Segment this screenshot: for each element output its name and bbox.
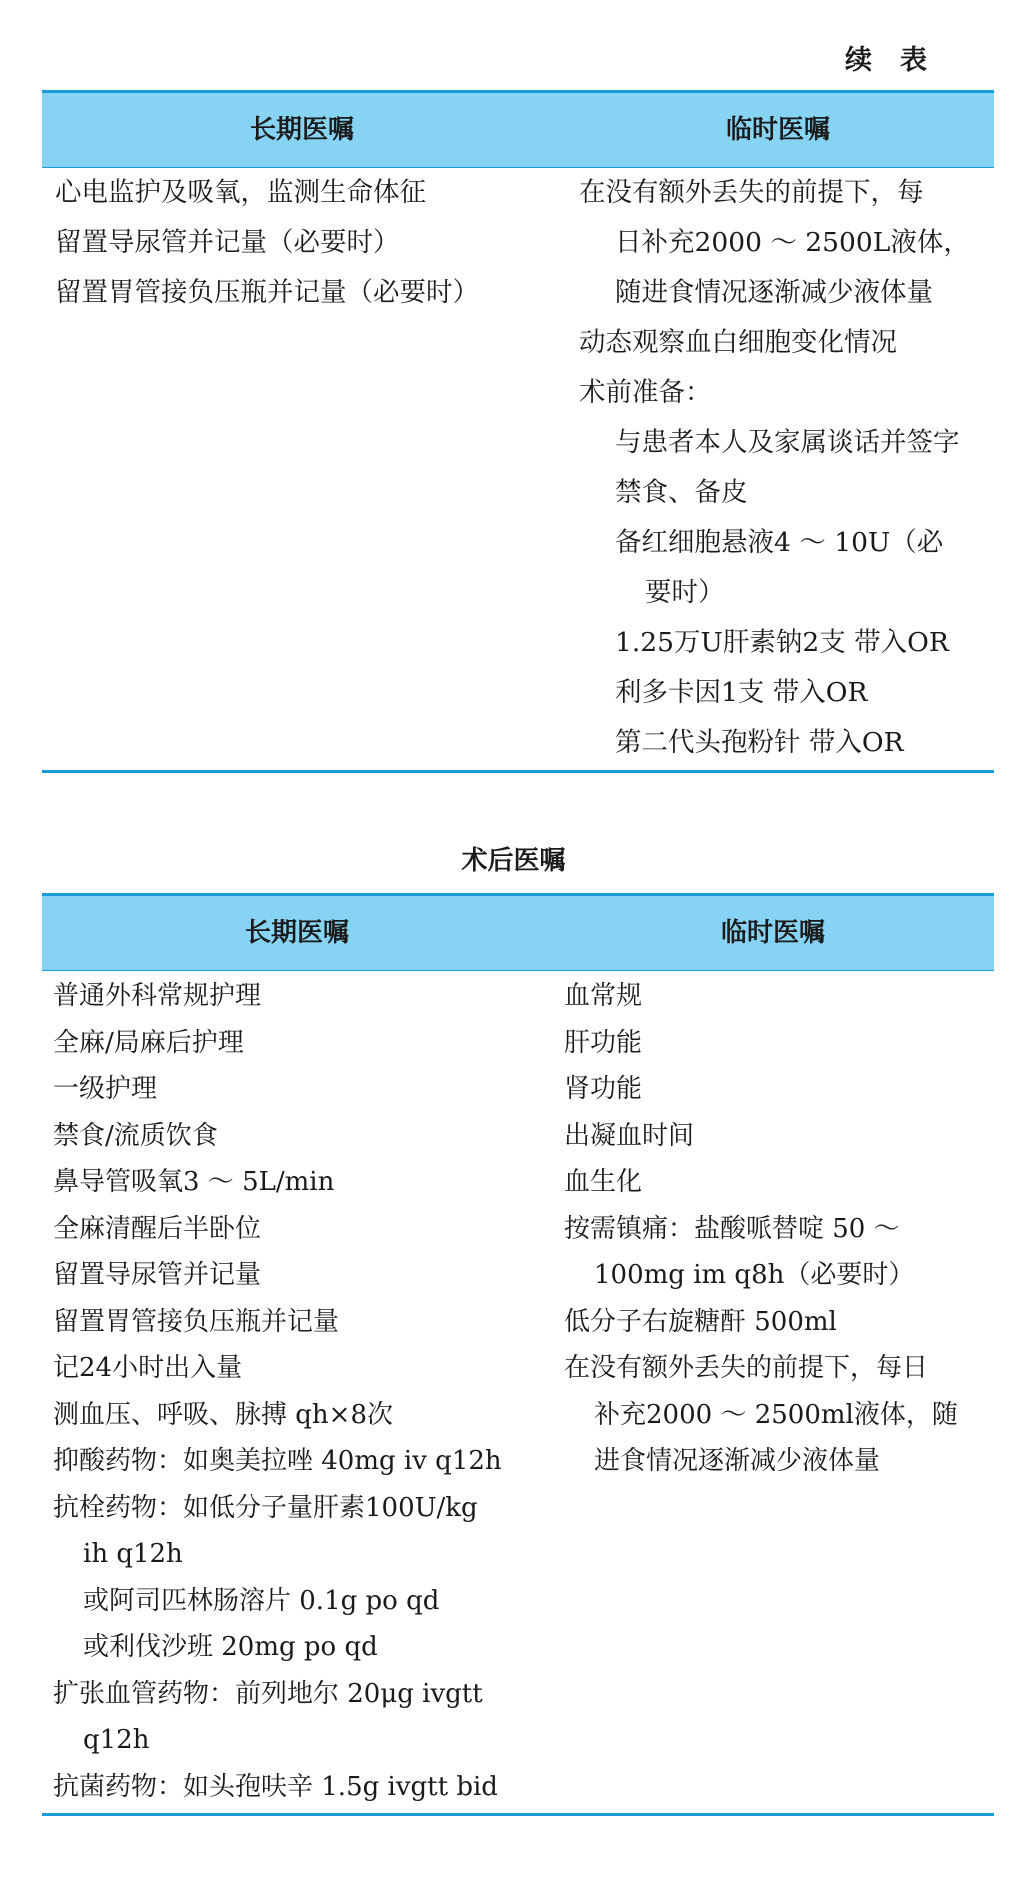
section-title: 术后医嘱 bbox=[461, 846, 566, 876]
order-line: 动态观察血白细胞变化情况 bbox=[579, 327, 897, 358]
table-header bbox=[42, 90, 994, 168]
order-line: 备红细胞悬液4 ～ 10U（必 bbox=[615, 527, 944, 558]
order-line: 留置导尿管并记量 bbox=[53, 1260, 262, 1290]
order-line: q12h bbox=[83, 1725, 150, 1755]
order-line: 抗栓药物：如低分子量肝素100U/kg bbox=[53, 1492, 478, 1523]
continued-label-char-1: 续 bbox=[845, 45, 874, 76]
order-line: 记24小时出入量 bbox=[53, 1353, 243, 1383]
order-line: 进食情况逐渐减少液体量 bbox=[594, 1446, 881, 1476]
order-line: 出凝血时间 bbox=[564, 1120, 695, 1151]
order-line: 全麻清醒后半卧位 bbox=[53, 1213, 262, 1244]
order-line: 全麻/局麻后护理 bbox=[53, 1027, 244, 1058]
order-line: 肾功能 bbox=[564, 1074, 643, 1104]
order-line: 第二代头孢粉针 带入OR bbox=[615, 727, 904, 758]
order-line: 留置导尿管并记量（必要时） bbox=[55, 227, 400, 258]
order-line: 普通外科常规护理 bbox=[53, 981, 262, 1011]
order-line: 利多卡因1支 带入OR bbox=[615, 677, 868, 708]
header-long-term-orders: 长期医嘱 bbox=[249, 115, 354, 145]
continued-label bbox=[845, 38, 955, 77]
order-line: 100mg im q8h（必要时） bbox=[594, 1260, 915, 1290]
order-line: 1.25万U肝素钠2支 带入OR bbox=[615, 627, 949, 658]
order-line: 抗菌药物：如头孢呋辛 1.5g ivgtt bid bbox=[53, 1771, 498, 1802]
order-line: 测血压、呼吸、脉搏 qh×8次 bbox=[53, 1399, 393, 1430]
order-line: 在没有额外丢失的前提下，每 bbox=[579, 177, 924, 208]
order-line: 扩张血管药物：前列地尔 20μg ivgtt bbox=[53, 1678, 483, 1709]
preop-orders-table bbox=[42, 90, 994, 773]
header-long-term-orders: 长期医嘱 bbox=[244, 918, 349, 948]
header-temporary-orders: 临时医嘱 bbox=[725, 115, 830, 145]
order-line: 要时） bbox=[645, 577, 725, 608]
order-line: 或利伐沙班 20mg po qd bbox=[83, 1632, 378, 1662]
order-line: 在没有额外丢失的前提下，每日 bbox=[564, 1353, 929, 1383]
order-line: 或阿司匹林肠溶片 0.1g po qd bbox=[83, 1585, 440, 1616]
order-line: 心电监护及吸氧，监测生命体征 bbox=[55, 177, 426, 208]
long-term-orders-column bbox=[55, 168, 479, 318]
long-term-orders-column bbox=[53, 973, 502, 1810]
order-line: ih q12h bbox=[83, 1539, 183, 1569]
order-line: 术前准备： bbox=[579, 377, 712, 408]
order-line: 鼻导管吸氧3 ～ 5L/min bbox=[53, 1167, 335, 1197]
order-line: 补充2000 ～ 2500ml液体，随 bbox=[594, 1399, 958, 1430]
order-line: 低分子右旋糖酐 500ml bbox=[564, 1306, 837, 1337]
order-line: 血常规 bbox=[564, 981, 643, 1011]
order-line: 留置胃管接负压瓶并记量 bbox=[53, 1306, 340, 1337]
order-line: 抑酸药物：如奥美拉唑 40mg iv q12h bbox=[53, 1446, 502, 1476]
order-line: 日补充2000 ～ 2500L液体， bbox=[615, 227, 970, 258]
header-temporary-orders: 临时医嘱 bbox=[720, 918, 825, 948]
temporary-orders-column bbox=[579, 168, 970, 768]
order-line: 留置胃管接负压瓶并记量（必要时） bbox=[55, 277, 479, 308]
order-line: 禁食/流质饮食 bbox=[53, 1120, 218, 1151]
continued-label-char-2: 表 bbox=[900, 45, 929, 76]
order-line: 按需镇痛：盐酸哌替啶 50 ～ bbox=[564, 1213, 900, 1244]
order-line: 血生化 bbox=[564, 1167, 643, 1197]
temporary-orders-column bbox=[564, 973, 958, 1485]
order-line: 随进食情况逐渐减少液体量 bbox=[615, 277, 933, 308]
order-line: 肝功能 bbox=[564, 1027, 643, 1058]
table-header bbox=[42, 893, 994, 971]
order-line: 一级护理 bbox=[53, 1074, 158, 1104]
order-line: 与患者本人及家属谈话并签字 bbox=[615, 427, 960, 458]
order-line: 禁食、备皮 bbox=[615, 477, 748, 508]
postop-orders-table bbox=[42, 893, 994, 1816]
